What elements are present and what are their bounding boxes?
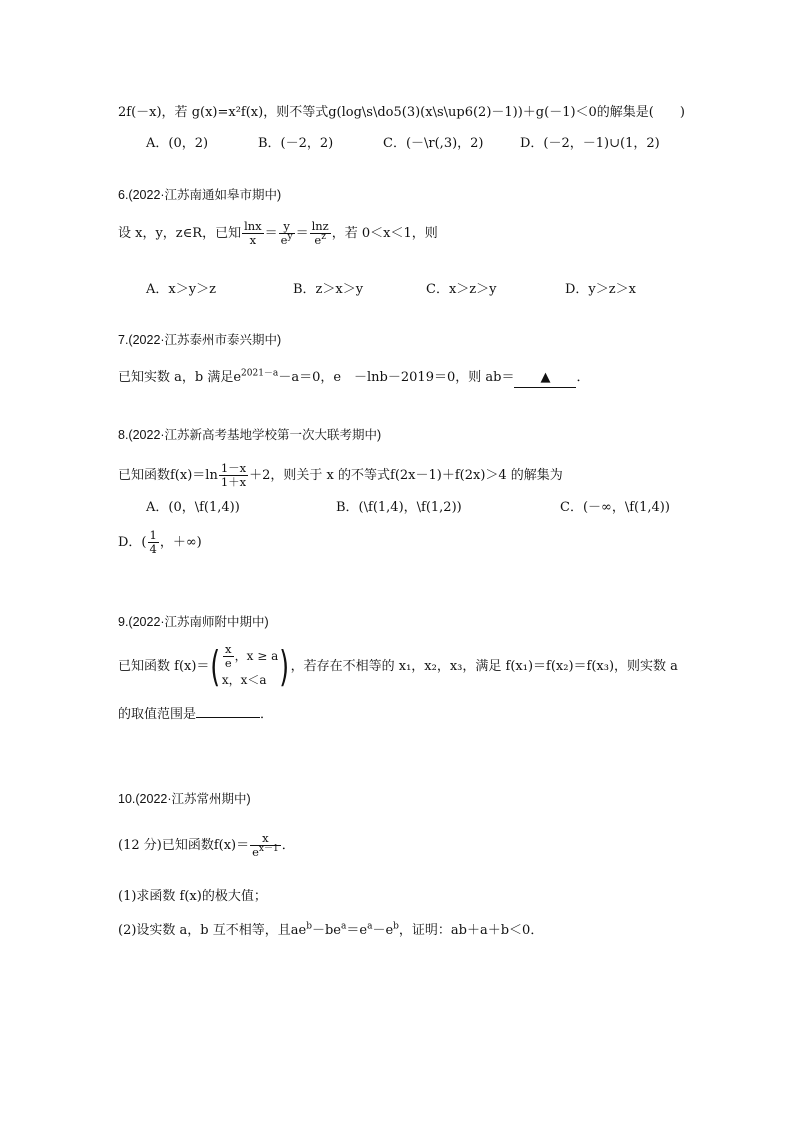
q6-frac1-num: lnx [244, 219, 262, 233]
q6-fraction-2 [279, 220, 295, 247]
q8-option-d: D．( $\frac{1}{4}$ ，＋∞) [118, 528, 202, 556]
q7-answer-blank: ▲ [514, 369, 576, 388]
q8-stem [118, 462, 563, 489]
q5-stem: 2f(－x)，若 g(x)=x²f(x)，则不等式g(log\s\do5(3)(x\s\up6(2)－1))＋g(－1)＜0的解集是( ) [118, 105, 685, 120]
q7-heading: 7.(2022·江苏泰州市泰兴期中) [118, 333, 282, 347]
q5-option-b: B．(－2，2) [258, 136, 334, 151]
q6-frac2-den: $e^y$ [280, 232, 293, 247]
q9-text-d: ． [260, 707, 274, 722]
q10-heading: 10.(2022·江苏常州期中) [118, 792, 251, 806]
q6-frac3-den: $e^z$ [314, 232, 326, 247]
q10-text-a: (12 分)已知函数f(x)＝ [118, 838, 250, 853]
q7-text-a: 已知实数 a，b 满足e [118, 370, 242, 385]
q10-part-2: (2)设实数 a，b 互不相等，且$ae^b-be^a=e^a-e^b$，证明：ab＋a＋b＜0． [118, 921, 544, 938]
q6-frac1-den: x [249, 233, 257, 247]
q7-stem [118, 369, 589, 388]
q8-fraction [219, 462, 248, 489]
q5-option-a: A．(0，2) [146, 136, 209, 151]
q9-right-brace: ) [279, 641, 290, 691]
q9-text-a: 已知函数 f(x)＝ [118, 659, 210, 674]
q5-option-d: D．(－2，－1)∪(1，2) [520, 136, 660, 151]
q8-frac-num: 1－x [220, 461, 247, 475]
q10-fraction [250, 832, 281, 859]
q6-stem-suffix: ，若 0＜x＜1，则 [331, 226, 438, 241]
q10-frac-den: $e^{x-1}$ [252, 844, 279, 859]
q9-left-brace: ( [210, 641, 221, 691]
q6-frac2-num: y [279, 220, 295, 234]
q6-option-c: C．x＞z＞y [426, 282, 497, 297]
q8-text-a: 已知函数f(x)＝ln [118, 468, 218, 483]
q6-option-b: B．z＞x＞y [293, 282, 364, 297]
q5-option-c: C．(－\r(,3)，2) [383, 136, 484, 151]
q9-answer-blank [196, 717, 260, 718]
q9-case-1: $\frac{x}{e}$ ，x ≥ a [224, 642, 279, 670]
q8-option-b: B．(\f(1,4)，\f(1,2)) [336, 500, 462, 515]
q8-frac-den: 1＋x [220, 475, 247, 489]
q6-fraction-3 [310, 220, 331, 247]
q8-option-c: C．(－∞，\f(1,4)) [560, 500, 670, 515]
q6-stem: 设 x，y，z∈R，已知 $\frac{\ln x}{x}$ ＝ $\frac{y}{e^y}$ ＝ $\frac{\ln z}{e^z}$ ，若 0＜x＜1，则 [118, 219, 438, 247]
q9-text-b: ，若存在不相等的 x₁，x₂，x₃，满足 f(x₁)＝f(x₂)＝f(x₃)，则实数 a [290, 659, 678, 674]
q10-text-b: ． [281, 838, 295, 853]
q9-heading: 9.(2022·江苏南师附中期中) [118, 615, 269, 629]
q9-stem [118, 643, 678, 691]
q9-piecewise [222, 643, 278, 690]
q10-frac-num: x [250, 832, 281, 846]
q10-part-1: (1)求函数 f(x)的极大值； [118, 889, 267, 904]
q6-option-d: D．y＞z＞x [565, 282, 636, 297]
q9-text-c: 的取值范围是 [118, 707, 197, 722]
q6-heading: 6.(2022·江苏南通如皋市期中) [118, 188, 282, 202]
q6-frac3-num: lnz [311, 219, 329, 233]
q7-exponent: 2021－a [241, 368, 279, 379]
q10-stem [118, 832, 295, 859]
q6-fraction-1 [242, 220, 264, 247]
q8-heading: 8.(2022·江苏新高考基地学校第一次大联考期中) [118, 428, 382, 442]
q6-option-a: A．x＞y＞z [146, 282, 216, 297]
q8-option-d-fraction: $\frac{1}{4}$ [149, 528, 157, 556]
q9-case-2: x，x＜a [221, 673, 267, 687]
q9-stem-continued [118, 706, 273, 724]
q8-option-a: A．(0，\f(1,4)) [146, 500, 240, 515]
q8-text-b: ＋2，则关于 x 的不等式f(2x－1)＋f(2x)＞4 的解集为 [249, 468, 563, 483]
q7-text-c: ． [576, 370, 590, 385]
q6-stem-prefix: 设 x，y，z∈R，已知 [118, 226, 242, 241]
q7-text-b: －a＝0，e －lnb－2019＝0，则 ab＝ [278, 370, 515, 385]
